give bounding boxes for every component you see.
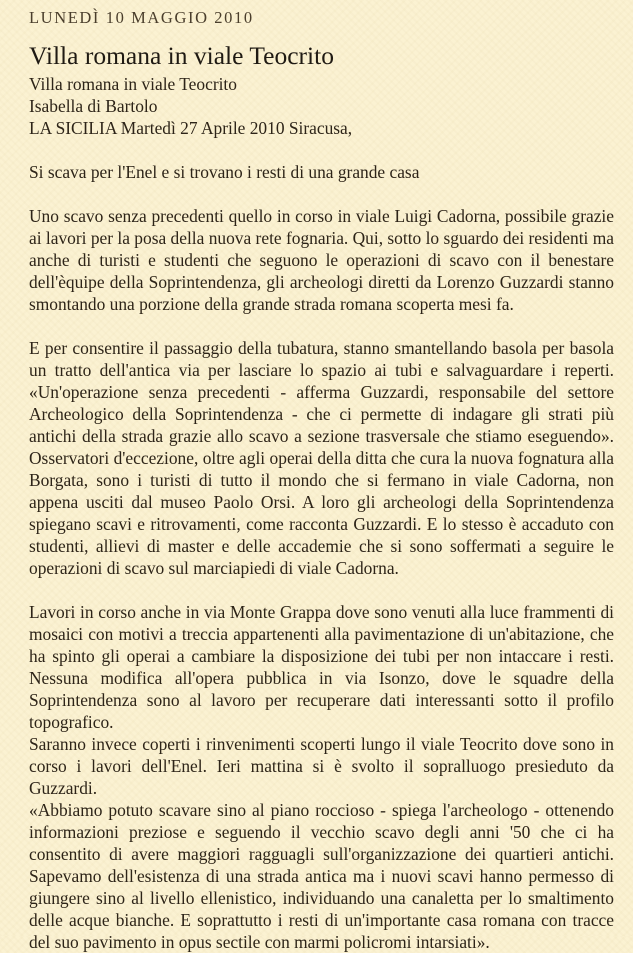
post-title[interactable]: Villa romana in viale Teocrito [29, 41, 334, 70]
paragraph-2: E per consentire il passaggio della tubatura, stanno smantellando basola per basola un tratto dell'antica via per lasciare lo spazio ai tubi e salvaguardare i reperti. «Un'operazione senza precedenti - afferma Guzzardi, responsabile del settore Archeologico della Soprintendenza - che ci permette di indagare gli strati più antichi della strada grazie allo scavo a sezione trasversale che stiamo eseguendo». Osservatori d'eccezione, oltre agli operai della ditta che cura la nuova fognatura alla Borgata, sono i turisti di tutto il mondo che si fermano in viale Cadorna, non appena usciti dal museo Paolo Orsi. A loro gli archeologi della Soprintendenza spiegano scavi e ritrovamenti, come racconta Guzzardi. E lo stesso è accaduto con studenti, allievi di master e delle accademie che si sono soffermati a seguire le operazioni di scavo sul marciapiedi di viale Cadorna. [29, 338, 614, 578]
paragraph-1: Uno scavo senza precedenti quello in corso in viale Luigi Cadorna, possibile grazie ai lavori per la posa della nuova rete fognaria. Qui, sotto lo sguardo dei residenti ma anche di turisti e studenti che seguono le operazioni di scavo con il benestare dell'èquipe della Soprintendenza, gli archeologi diretti da Lorenzo Guzzardi stanno smontando una porzione della grande strada romana scoperta mesi fa. [29, 206, 614, 314]
paragraph-5: «Abbiamo potuto scavare sino al piano roccioso - spiega l'archeologo - ottenendo informazioni preziose e seguendo il vecchio scavo degli anni '50 che ci ha consentito di avere maggiori ragguagli sull'organizzazione dei quartieri antichi. Sapevamo dell'esistenza di una strada antica ma i nuovi scavi hanno permesso di giungere sino al livello ellenistico, individuando una canaletta per lo smaltimento delle acque bianche. E soprattutto i resti di un'importante casa romana con tracce del suo pavimento in opus sectile con marmi policromi intarsiati». [29, 800, 614, 952]
paragraph-4: Saranno invece coperti i rinvenimenti scoperti lungo il viale Teocrito dove sono in corso i lavori dell'Enel. Ieri mattina si è svolto il sopralluogo presieduto da Guzzardi. [29, 734, 614, 798]
post-lead: Si scava per l'Enel e si trovano i resti di una grande casa [29, 162, 420, 182]
blog-post [29, 40, 614, 953]
paragraph-3: Lavori in corso anche in via Monte Grappa dove sono venuti alla luce frammenti di mosaici con motivi a treccia appartenenti alla pavimentazione di un'abitazione, che ha spinto gli operai a cambiare la disposizione dei tubi per non intaccare i resti. Nessuna modifica all'opera pubblica in via Isonzo, dove le squadre della Soprintendenza sono al lavoro per recuperare dati interessanti sotto il profilo topografico. [29, 602, 614, 732]
post-source: LA SICILIA Martedì 27 Aprile 2010 Siracusa, [29, 118, 353, 138]
spacer [29, 183, 614, 205]
spacer [29, 139, 614, 161]
post-author: Isabella di Bartolo [29, 96, 158, 116]
date-header: LUNEDÌ 10 MAGGIO 2010 [29, 8, 254, 27]
spacer [29, 579, 614, 601]
post-subtitle: Villa romana in viale Teocrito [29, 74, 237, 94]
spacer [29, 315, 614, 337]
post-body [29, 73, 614, 953]
